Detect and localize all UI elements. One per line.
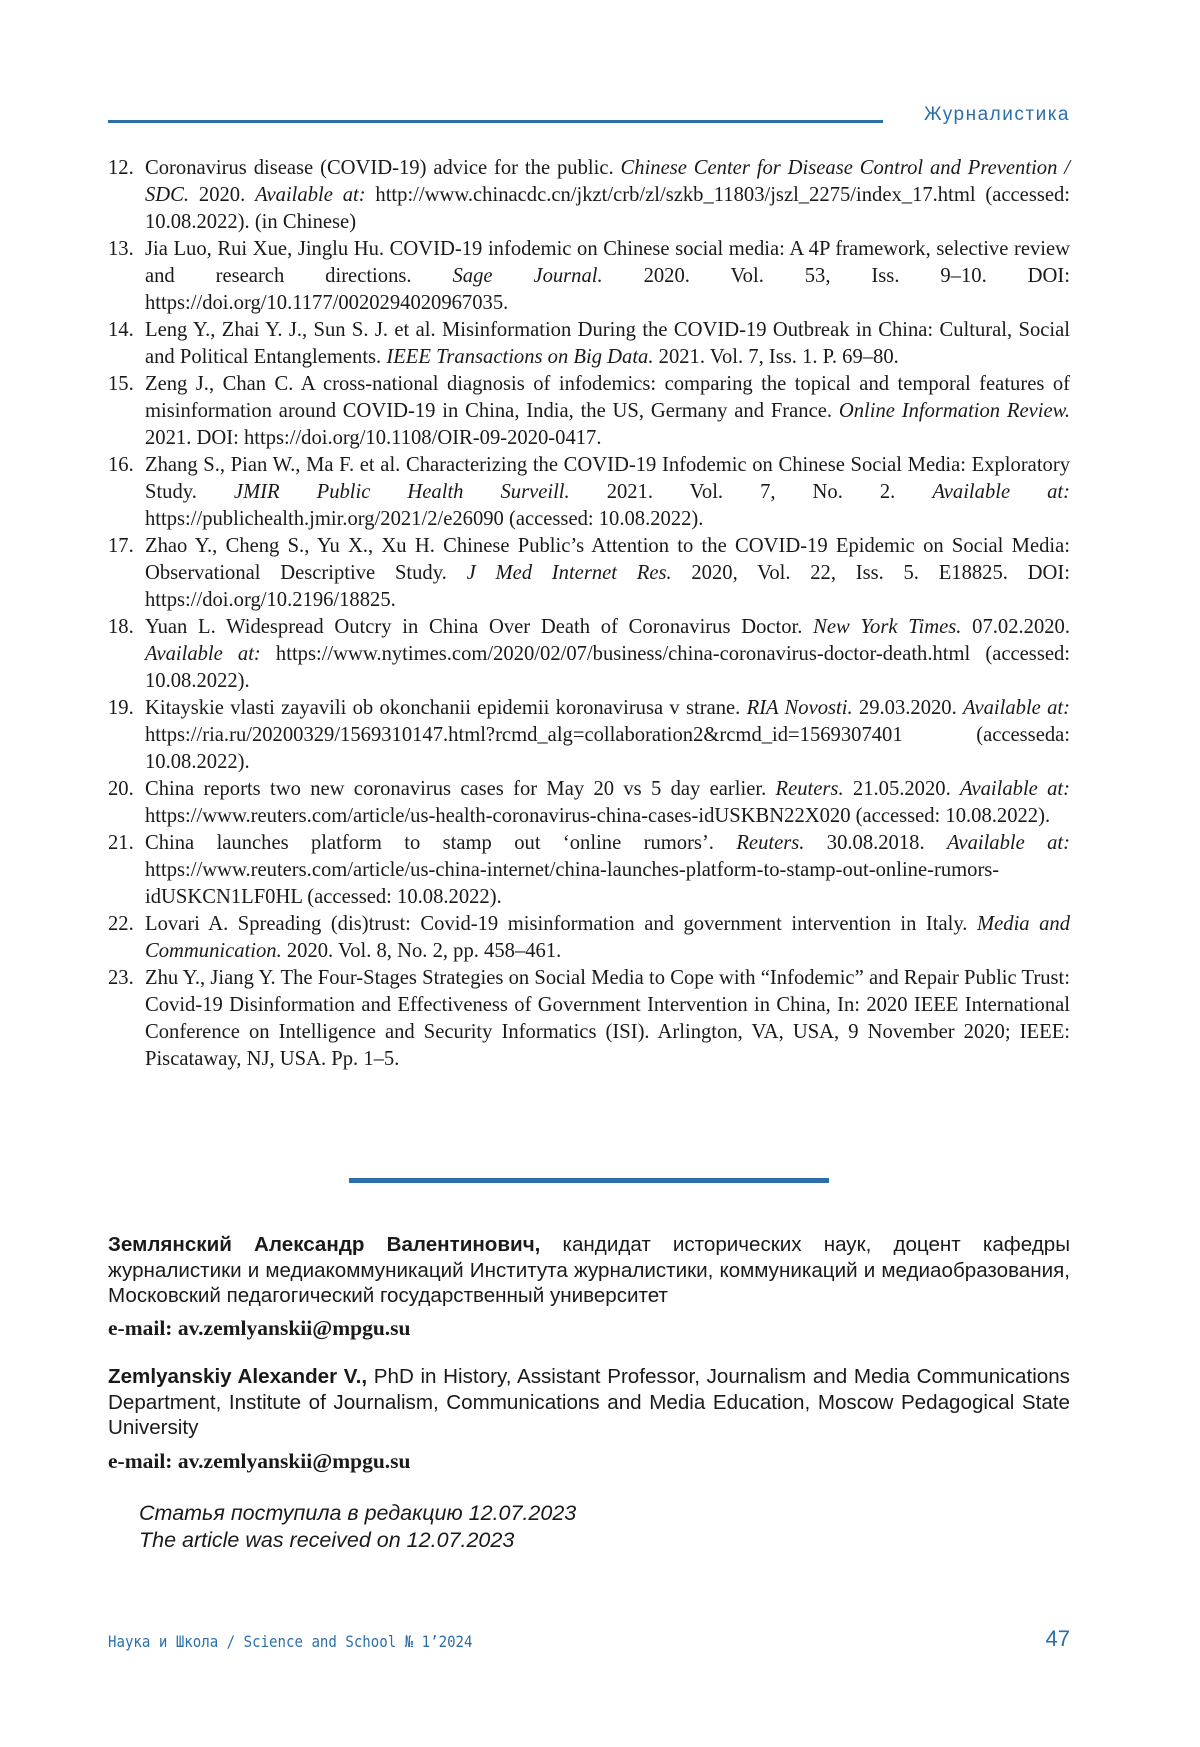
reference-segment: 2021. DOI: https://doi.org/10.1108/OIR-09-2020-0417. (145, 427, 602, 449)
reference-italic: IEEE Transactions on Big Data. (386, 346, 654, 368)
reference-segment: Yuan L. Widespread Outcry in China Over Death of Coronavirus Doctor. (145, 616, 814, 638)
reference-text (145, 695, 1070, 776)
reference-number: 21. (108, 832, 134, 854)
reference-segment: 2020. (189, 184, 256, 206)
reference-number: 18. (108, 616, 134, 638)
reference-segment: China launches platform to stamp out ‘online rumors’. (145, 832, 737, 854)
reference-segment: Lovari A. Spreading (dis)trust: Covid-19 misinformation and government intervention in Italy. (145, 913, 977, 935)
author-bio-en: PhD in History, Assistant Professor, Journalism and Media Communications Department, Institute of Journalism, Communications and Media Education, Moscow Pedagogical State University (108, 1365, 1070, 1439)
reference-segment: China reports two new coronavirus cases for May 20 vs 5 day earlier. (145, 778, 776, 800)
reference-segment: Zhang S., Pian W., Ma F. et al. Characterizing the COVID-19 Infodemic on Chinese Social Media: Exploratory Study. (145, 454, 1070, 503)
reference-italic: J Med Internet Res. (466, 562, 672, 584)
reference-item (108, 695, 1070, 776)
reference-italic: Reuters. (775, 778, 844, 800)
reference-number: 23. (108, 967, 134, 989)
reference-segment: 2020. Vol. 53, Iss. 9–10. DOI: https://doi.org/10.1177/0020294020967035. (145, 265, 1070, 314)
reference-italic: Reuters. (736, 832, 805, 854)
reference-italic: Available at: (932, 481, 1070, 503)
reference-text (145, 155, 1070, 236)
received-ru: Статья поступила в редакцию 12.07.2023 (139, 1501, 577, 1525)
reference-number: 22. (108, 913, 134, 935)
reference-italic: Available at: (960, 778, 1070, 800)
page-number: 47 (1045, 1626, 1070, 1651)
reference-segment: https://www.reuters.com/article/us-china-internet/china-launches-platform-to-stamp-out-online-rumors-idUSKCN1LF0HL (accessed: 10.08.2022). (145, 859, 1000, 908)
reference-text (145, 614, 1070, 695)
reference-text (145, 452, 1070, 533)
reference-item (108, 236, 1070, 317)
reference-text (145, 533, 1070, 614)
reference-number: 17. (108, 535, 134, 557)
reference-segment: 30.08.2018. (804, 832, 947, 854)
reference-item (108, 965, 1070, 1073)
reference-segment: 2020. Vol. 8, No. 2, pp. 458–461. (281, 940, 562, 962)
author-name-ru: Землянский Александр Валентинович, (108, 1233, 541, 1256)
reference-segment: Leng Y., Zhai Y. J., Sun S. J. et al. Misinformation During the COVID-19 Outbreak in China: Cultural, Social and Political Entanglements. (145, 319, 1070, 368)
author-name-en: Zemlyanskiy Alexander V., (108, 1365, 368, 1388)
reference-number: 13. (108, 238, 134, 260)
author-email-en[interactable]: e-mail: av.zemlyanskii@mpgu.su (108, 1449, 411, 1473)
author-bio-ru: кандидат исторических наук, доцент кафедры журналистики и медиакоммуникаций Института журналистики, коммуникаций и медиаобразования, Московский педагогический государственный университет (108, 1233, 1070, 1307)
reference-item (108, 155, 1070, 236)
reference-segment: Coronavirus disease (COVID-19) advice for the public. (145, 157, 621, 179)
reference-item (108, 776, 1070, 830)
reference-number: 14. (108, 319, 134, 341)
reference-segment: Kitayskie vlasti zayavili ob okonchanii epidemii koronavirusa v strane. (145, 697, 747, 719)
reference-segment: 07.02.2020. (961, 616, 1071, 638)
reference-segment: http://www.chinacdc.cn/jkzt/crb/zl/szkb_11803/jszl_2275/index_17.html (accessed: 10.08.2022). (in Chinese) (145, 184, 1071, 233)
reference-italic: JMIR Public Health Surveill. (233, 481, 570, 503)
reference-item (108, 452, 1070, 533)
reference-segment: https://www.nytimes.com/2020/02/07/business/china-coronavirus-doctor-death.html (accessed: 10.08.2022). (145, 643, 1070, 692)
header-rule (108, 120, 883, 123)
reference-text (145, 236, 1070, 317)
reference-italic: Available at: (145, 643, 261, 665)
reference-italic: New York Times. (813, 616, 962, 638)
reference-text (145, 371, 1070, 452)
reference-italic: Online Information Review. (838, 400, 1071, 422)
received-en: The article was received on 12.07.2023 (139, 1527, 515, 1552)
author-email-ru[interactable]: e-mail: av.zemlyanskii@mpgu.su (108, 1316, 411, 1340)
reference-segment: https://publichealth.jmir.org/2021/2/e26090 (accessed: 10.08.2022). (145, 508, 704, 530)
author-info-en (108, 1364, 1070, 1441)
reference-number: 19. (108, 697, 134, 719)
author-info-ru (108, 1232, 1070, 1309)
reference-italic: RIA Novosti. (746, 697, 853, 719)
footer-journal: Наука и Школа / Science and School № 1’2024 (108, 1632, 473, 1651)
reference-segment: 29.03.2020. (852, 697, 964, 719)
reference-number: 16. (108, 454, 134, 476)
reference-text (145, 830, 1070, 911)
reference-item (108, 533, 1070, 614)
reference-segment: 2021. Vol. 7, Iss. 1. P. 69–80. (653, 346, 899, 368)
reference-number: 20. (108, 778, 134, 800)
reference-item (108, 830, 1070, 911)
reference-number: 15. (108, 373, 134, 395)
reference-item (108, 614, 1070, 695)
section-divider (349, 1178, 829, 1183)
reference-text (145, 776, 1070, 830)
reference-text (145, 911, 1070, 965)
reference-segment: https://www.reuters.com/article/us-health-coronavirus-china-cases-idUSKBN22X020 (accessed: 10.08.2022). (145, 805, 1051, 827)
received-note (139, 1500, 576, 1553)
reference-segment: 2020, Vol. 22, Iss. 5. E18825. DOI: https://doi.org/10.2196/18825. (145, 562, 1070, 611)
reference-segment: Zhao Y., Cheng S., Yu X., Xu H. Chinese Public’s Attention to the COVID-19 Epidemic on Social Media: Observational Descriptive Study. (145, 535, 1070, 584)
reference-item (108, 911, 1070, 965)
reference-italic: Sage Journal. (452, 265, 603, 287)
reference-list (108, 155, 1070, 1073)
reference-segment: 2021. Vol. 7, No. 2. (569, 481, 933, 503)
reference-italic: Chinese Center for Disease Control and Prevention / SDC. (145, 157, 1071, 206)
section-title: Журналистика (923, 104, 1070, 125)
reference-segment: 21.05.2020. (843, 778, 961, 800)
reference-segment: https://ria.ru/20200329/1569310147.html?rcmd_alg=collaboration2&rcmd_id=1569307401 (accesseda: 10.08.2022). (145, 724, 1070, 773)
reference-italic: Available at: (255, 184, 366, 206)
reference-number: 12. (108, 157, 134, 179)
reference-item (108, 371, 1070, 452)
reference-text (145, 965, 1070, 1073)
reference-text (145, 317, 1070, 371)
reference-italic: Media and Communication. (145, 913, 1071, 962)
reference-italic: Available at: (963, 697, 1070, 719)
reference-segment: Jia Luo, Rui Xue, Jinglu Hu. COVID-19 infodemic on Chinese social media: A 4P framework, selective review and research directions. (145, 238, 1070, 287)
reference-segment: Zhu Y., Jiang Y. The Four-Stages Strategies on Social Media to Cope with “Infodemic” and Repair Public Trust: Covid-19 Disinformation and Effectiveness of Government Intervention in China, In: 2020 IEEE International Conference on Intelligence and Security Informatics (ISI). Arlington, VA, USA, 9 November 2020; IEEE: Piscataway, NJ, USA. Pp. 1–5. (145, 967, 1070, 1070)
reference-italic: Available at: (946, 832, 1071, 854)
reference-item (108, 317, 1070, 371)
reference-segment: Zeng J., Chan C. A cross-national diagnosis of infodemics: comparing the topical and temporal features of misinformation around COVID-19 in China, India, the US, Germany and France. (145, 373, 1070, 422)
